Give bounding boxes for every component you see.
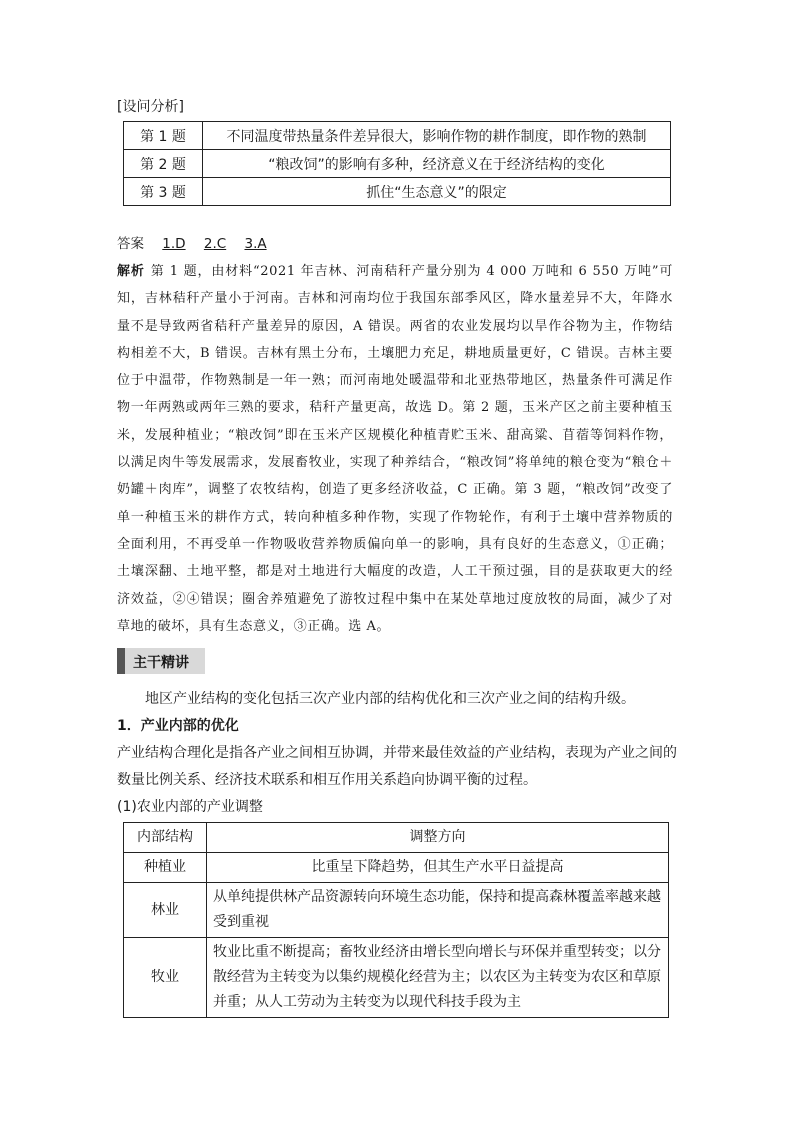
table-header-row [124, 823, 669, 853]
row-text: 比重呈下降趋势，但其生产水平日益提高 [207, 853, 669, 883]
answer-item: 3.A [244, 236, 267, 252]
question-number: 第 1 题 [124, 122, 203, 150]
question-number: 第 2 题 [124, 150, 203, 178]
analysis-text: “粮改饲”的影响有多种，经济意义在于经济结构的变化 [203, 150, 671, 178]
explanation [117, 258, 673, 640]
answer-label: 答案 [117, 236, 144, 252]
table-row [124, 853, 669, 883]
question-number: 第 3 题 [124, 178, 203, 206]
analysis-table [123, 121, 671, 206]
explanation-text: 第 1 题，由材料“2021 年吉林、河南秸秆产量分别为 4 000 万吨和 6 550 万吨”可知，吉林秸秆产量小于河南。吉林和河南均位于我国东部季风区，降水量差异不大，年降水量不是导致两省秸秆产量差异的原因，A 错误。两省的农业发展均以旱作谷物为主，作物结构相差不大，B 错误。吉林有黑土分布，土壤肥力充足，耕地质量更好，C 错误。吉林主要位于中温带，作物熟制是一年一熟；而河南地处暖温带和北亚热带地区，热量条件可满足作物一年两熟或两年三熟的要求，秸秆产量更高，故选 D。第 2 题，玉米产区之前主要种植玉米，发展种植业；“粮改饲”即在玉米产区规模化种植青贮玉米、甜高粱、苜蓿等饲料作物，以满足肉牛等发展需求，发展畜牧业，实现了种养结合，“粮改饲”将单纯的粮仓变为“粮仓＋奶罐＋肉库”，调整了农牧结构，创造了更多经济收益，C 正确。第 3 题，“粮改饲”改变了单一种植玉米的耕作方式，转向种植多种作物，实现了作物轮作，有利于土壤中营养物质的全面利用，不再受单一作物吸收营养物质偏向单一的影响，具有良好的生态意义，①正确；土壤深翻、土地平整，都是对土地进行大幅度的改造，人工干预过强，目的是获取更大的经济效益，②④错误；圈舍养殖避免了游牧过程中集中在某处草地过度放牧的局面，减少了对草地的破坏，具有生态意义，③正确。选 A。 [117, 264, 674, 634]
answer-line [117, 232, 267, 252]
subheading: (1)农业内部的产业调整 [117, 799, 263, 815]
table-row [124, 178, 671, 206]
heading-1: 1．产业内部的优化 [117, 718, 239, 734]
answer-item: 2.C [203, 236, 227, 252]
row-text: 从单纯提供林产品资源转向环境生态功能，保持和提高森林覆盖率越来越受到重视 [207, 883, 669, 938]
column-header: 调整方向 [207, 823, 669, 853]
table-row [124, 938, 669, 1018]
explanation-label: 解析 [117, 264, 145, 279]
banner-title: 主干精讲 [133, 655, 189, 671]
intro-paragraph: 地区产业结构的变化包括三次产业内部的结构优化和三次产业之间的结构升级。 [145, 691, 635, 707]
column-header: 内部结构 [124, 823, 207, 853]
analysis-text: 抓住“生态意义”的限定 [203, 178, 671, 206]
table-row [124, 883, 669, 938]
section-banner [117, 648, 205, 674]
row-name: 种植业 [124, 853, 207, 883]
banner-stripe [117, 648, 125, 674]
row-name: 牧业 [124, 938, 207, 1018]
answer-item: 1.D [162, 236, 186, 252]
adjust-table [123, 822, 669, 1018]
row-text: 牧业比重不断提高；畜牧业经济由增长型向增长与环保并重型转变；以分散经营为主转变为以集约规模化经营为主；以农区为主转变为农区和草原并重；从人工劳动为主转变为以现代科技手段为主 [207, 938, 669, 1018]
paragraph-1: 产业结构合理化是指各产业之间相互协调，并带来最佳效益的产业结构，表现为产业之间的数量比例关系、经济技术联系和相互作用关系趋向协调平衡的过程。 [117, 745, 677, 788]
section-label: [设问分析] [117, 99, 184, 115]
table-row [124, 150, 671, 178]
analysis-text: 不同温度带热量条件差异很大，影响作物的耕作制度，即作物的熟制 [203, 122, 671, 150]
table-row [124, 122, 671, 150]
row-name: 林业 [124, 883, 207, 938]
